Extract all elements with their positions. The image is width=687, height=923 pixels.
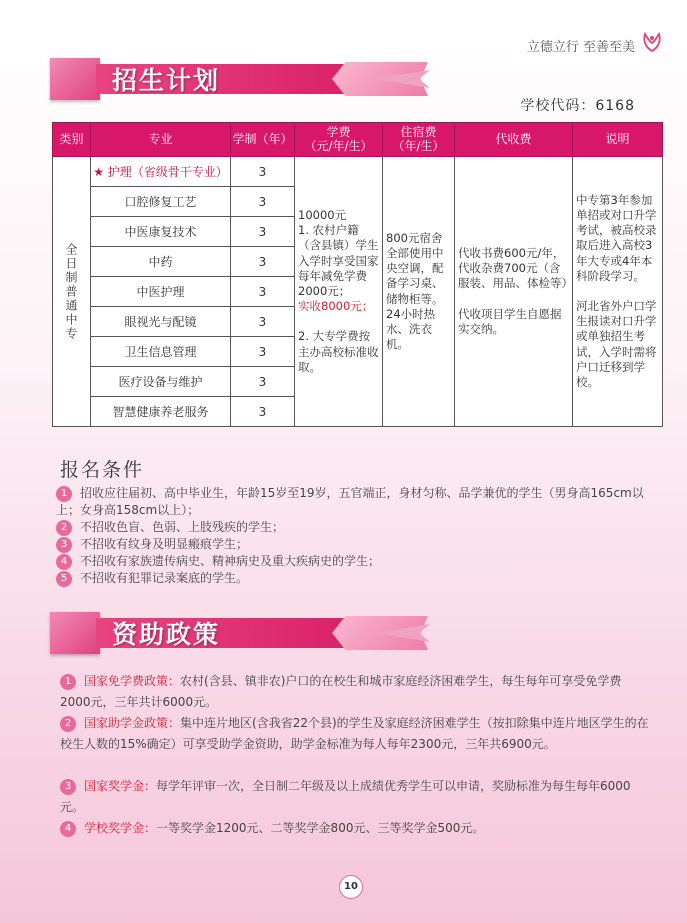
major-cell: 口腔修复工艺 (91, 187, 231, 217)
financial-aid-title: 资助政策 (112, 620, 221, 649)
enrollment-plan-title: 招生计划 (112, 66, 221, 95)
major-cell: 医疗设备与维护 (91, 367, 231, 397)
years-cell: 3 (231, 157, 295, 187)
enrollment-plan-banner (50, 58, 440, 100)
condition-item: 3 不招收有纹身及明显瘢痕学生； (56, 536, 656, 553)
condition-item: 1 招收应往届初、高中毕业生，年龄15岁至19岁，五官端正，身材匀称、品学兼优的学生（男身高165cm以上；女身高158cm以上）； (56, 486, 644, 517)
condition-item: 5 不招收有犯罪记录案底的学生。 (56, 570, 656, 587)
aid-item: 4 学校奖学金：一等奖学金1200元、二等奖学金800元、三等奖学金500元。 (60, 818, 650, 839)
major-cell: 中医康复技术 (91, 217, 231, 247)
school-code: 学校代码：6168 (520, 98, 635, 114)
condition-item: 2 不招收色盲、色弱、上肢残疾的学生； (56, 519, 656, 536)
condition-item: 4 不招收有家族遗传病史、精神病史及重大疾病史的学生； (56, 553, 656, 570)
major-cell: 中医护理 (91, 277, 231, 307)
school-logo-icon (641, 31, 663, 53)
col-header-years: 学制（年） (231, 123, 295, 157)
agency-fee-cell: 代收书费600元/年，代收杂费700元（含服装、用品、体检等） 代收项目学生自愿据实交纳。 (455, 157, 573, 427)
aid-item: 1 国家免学费政策：农村(含县、镇非农)户口的在校生和城市家庭经济困难学生，每生每年可享受免学费2000元，三年共计6000元。 (60, 674, 622, 709)
major-cell: 眼视光与配镜 (91, 307, 231, 337)
col-header-notes: 说明 (573, 123, 663, 157)
years-cell: 3 (231, 367, 295, 397)
aid-item: 3 国家奖学金：每学年评审一次，全日制二年级及以上成绩优秀学生可以申请，奖励标准为每生每年6000元。 (60, 779, 631, 814)
enrollment-table (52, 122, 663, 427)
notes-cell: 中专第3年参加单招或对口升学考试，被高校录取后进入高校3年大专或4年本科阶段学习。 河北省外户口学生报读对口升学或单独招生考试，入学时需将户口迁移到学校。 (573, 157, 663, 427)
col-header-agency-fee: 代收费 (455, 123, 573, 157)
years-cell: 3 (231, 277, 295, 307)
years-cell: 3 (231, 397, 295, 427)
boarding-cell: 800元宿舍全部使用中央空调，配备学习桌、储物柜等。24小时热水、洗衣机。 (383, 157, 455, 427)
table-row (53, 157, 663, 187)
col-header-tuition: 学费 （元/年/生） (295, 123, 383, 157)
actual-tuition: 实收8000元； (298, 299, 374, 314)
years-cell: 3 (231, 217, 295, 247)
major-cell: 智慧健康养老服务 (91, 397, 231, 427)
col-header-major: 专业 (91, 123, 231, 157)
financial-aid-banner (50, 612, 440, 654)
page-number: 10 (339, 875, 363, 899)
tuition-cell: 10000元 1. 农村户籍（含县镇）学生入学时享受国家每年减免学费2000元； 实收8000元； 2. 大专学费按主办高校标准收取。 (295, 157, 383, 427)
col-header-category: 类别 (53, 123, 91, 157)
years-cell: 3 (231, 247, 295, 277)
years-cell: 3 (231, 307, 295, 337)
conditions-title: 报名条件 (60, 459, 145, 481)
col-header-boarding: 住宿费 （年/生） (383, 123, 455, 157)
major-cell: 卫生信息管理 (91, 337, 231, 367)
table-header-row (53, 123, 663, 157)
aid-item: 2 国家助学金政策：集中连片地区(含我省22个县)的学生及家庭经济困难学生（按扣除集中连片地区学生的在校生人数的15%确定）可享受助学金资助，助学金标准为每人每年2300元，三年共6900元。 (60, 716, 649, 751)
years-cell: 3 (231, 337, 295, 367)
major-cell: ★ 护理（省级骨干专业） (91, 157, 231, 187)
major-cell: 中药 (91, 247, 231, 277)
category-cell: 全日制普通中专 (53, 157, 91, 427)
years-cell: 3 (231, 187, 295, 217)
school-slogan: 立德立行 至善至美 (526, 40, 635, 55)
